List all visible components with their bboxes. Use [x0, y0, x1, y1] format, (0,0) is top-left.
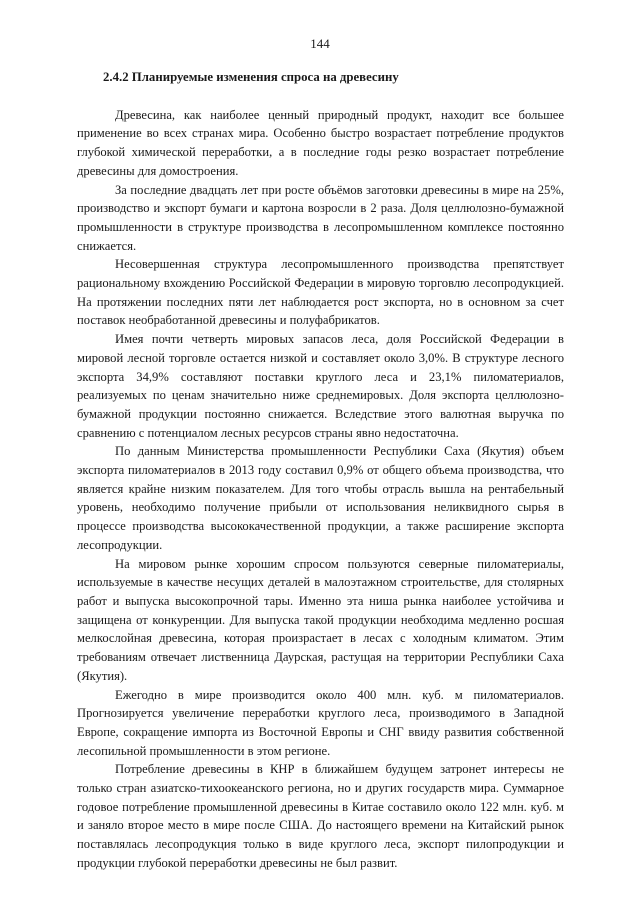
paragraph-1: Древесина, как наиболее ценный природный продукт, находит все большее применение во всех странах мира. Особенно быстро возрастает потребление продуктов глубокой химической переработки, а в последние годы резко возрастает потребление древесины для домостроения. [77, 107, 564, 178]
paragraph-3: Несовершенная структура лесопромышленного производства препятствует рациональному вхождению Российской Федерации в мировую торговлю лесопродукцией. На протяжении последних пяти лет наблюдается рост экспорта, но в основном за счет поставок необработанной древесины и полуфабрикатов. [77, 257, 564, 328]
section-heading: 2.4.2 Планируемые изменения спроса на древесину [103, 70, 399, 84]
paragraph-2: За последние двадцать лет при росте объёмов заготовки древесины в мире на 25%, производство и экспорт бумаги и картона возросли в 2 раза. Доля целлюлозно-бумажной промышленности в структуре производства в лесопромышленном комплексе постоянно снижается. [77, 182, 564, 253]
page-number: 144 [310, 36, 330, 51]
paragraph-6: На мировом рынке хорошим спросом пользуются северные пиломатериалы, используемые в качестве несущих деталей в малоэтажном строительстве, для столярных работ и выпуска высокопрочной тары. Именно эта ниша рынка наиболее устойчива и защищена от конкуренции. Для выпуска такой продукции необходима медленно росшая мелкослойная древесина, которая произрастает в лесах с холодным климатом. Этим требованиям отвечает лиственница Даурская, растущая на территории Республики Саха (Якутия). [77, 556, 564, 683]
paragraph-8: Потребление древесины в КНР в ближайшем будущем затронет интересы не только стран азиатско-тихоокеанского региона, но и других государств мира. Суммарное годовое потребление промышленной древесины в Китае составило около 122 млн. куб. м и заняло второе место в мире после США. До настоящего времени на Китайский рынок поставлялась лесопродукция только в виде круглого леса, экспорт пилопродукции и продукции глубокой переработки древесины не был развит. [77, 762, 564, 870]
paragraph-4: Имея почти четверть мировых запасов леса, доля Российской Федерации в мировой лесной торговле остается низкой и составляет около 3,0%. В структуре лесного экспорта 34,9% составляют поставки круглого леса и 23,1% пиломатериалов, реализуемых по ценам значительно ниже среднемировых. Доля экспорта целлюлозно-бумажной продукции постоянно снижается. Вследствие этого валютная выручка по сравнению с потенциалом лесных ресурсов страны явно недостаточна. [77, 332, 564, 440]
paragraph-7: Ежегодно в мире производится около 400 млн. куб. м пиломатериалов. Прогнозируется увеличение переработки круглого леса, производимого в Западной Европе, сокращение импорта из Восточной Европы и СНГ ввиду развития собственной лесопильной промышленности в этом регионе. [77, 687, 564, 758]
paragraph-5: По данным Министерства промышленности Республики Саха (Якутия) объем экспорта пиломатериалов в 2013 году составил 0,9% от общего объема производства, что является крайне низким показателем. Для того чтобы отрасль вышла на рентабельный уровень, необходимо получение прибыли от использования неликвидного сырья в процессе производства высококачественной продукции, а также расширение экспорта лесопродукции. [77, 444, 564, 552]
document-body [77, 68, 564, 873]
